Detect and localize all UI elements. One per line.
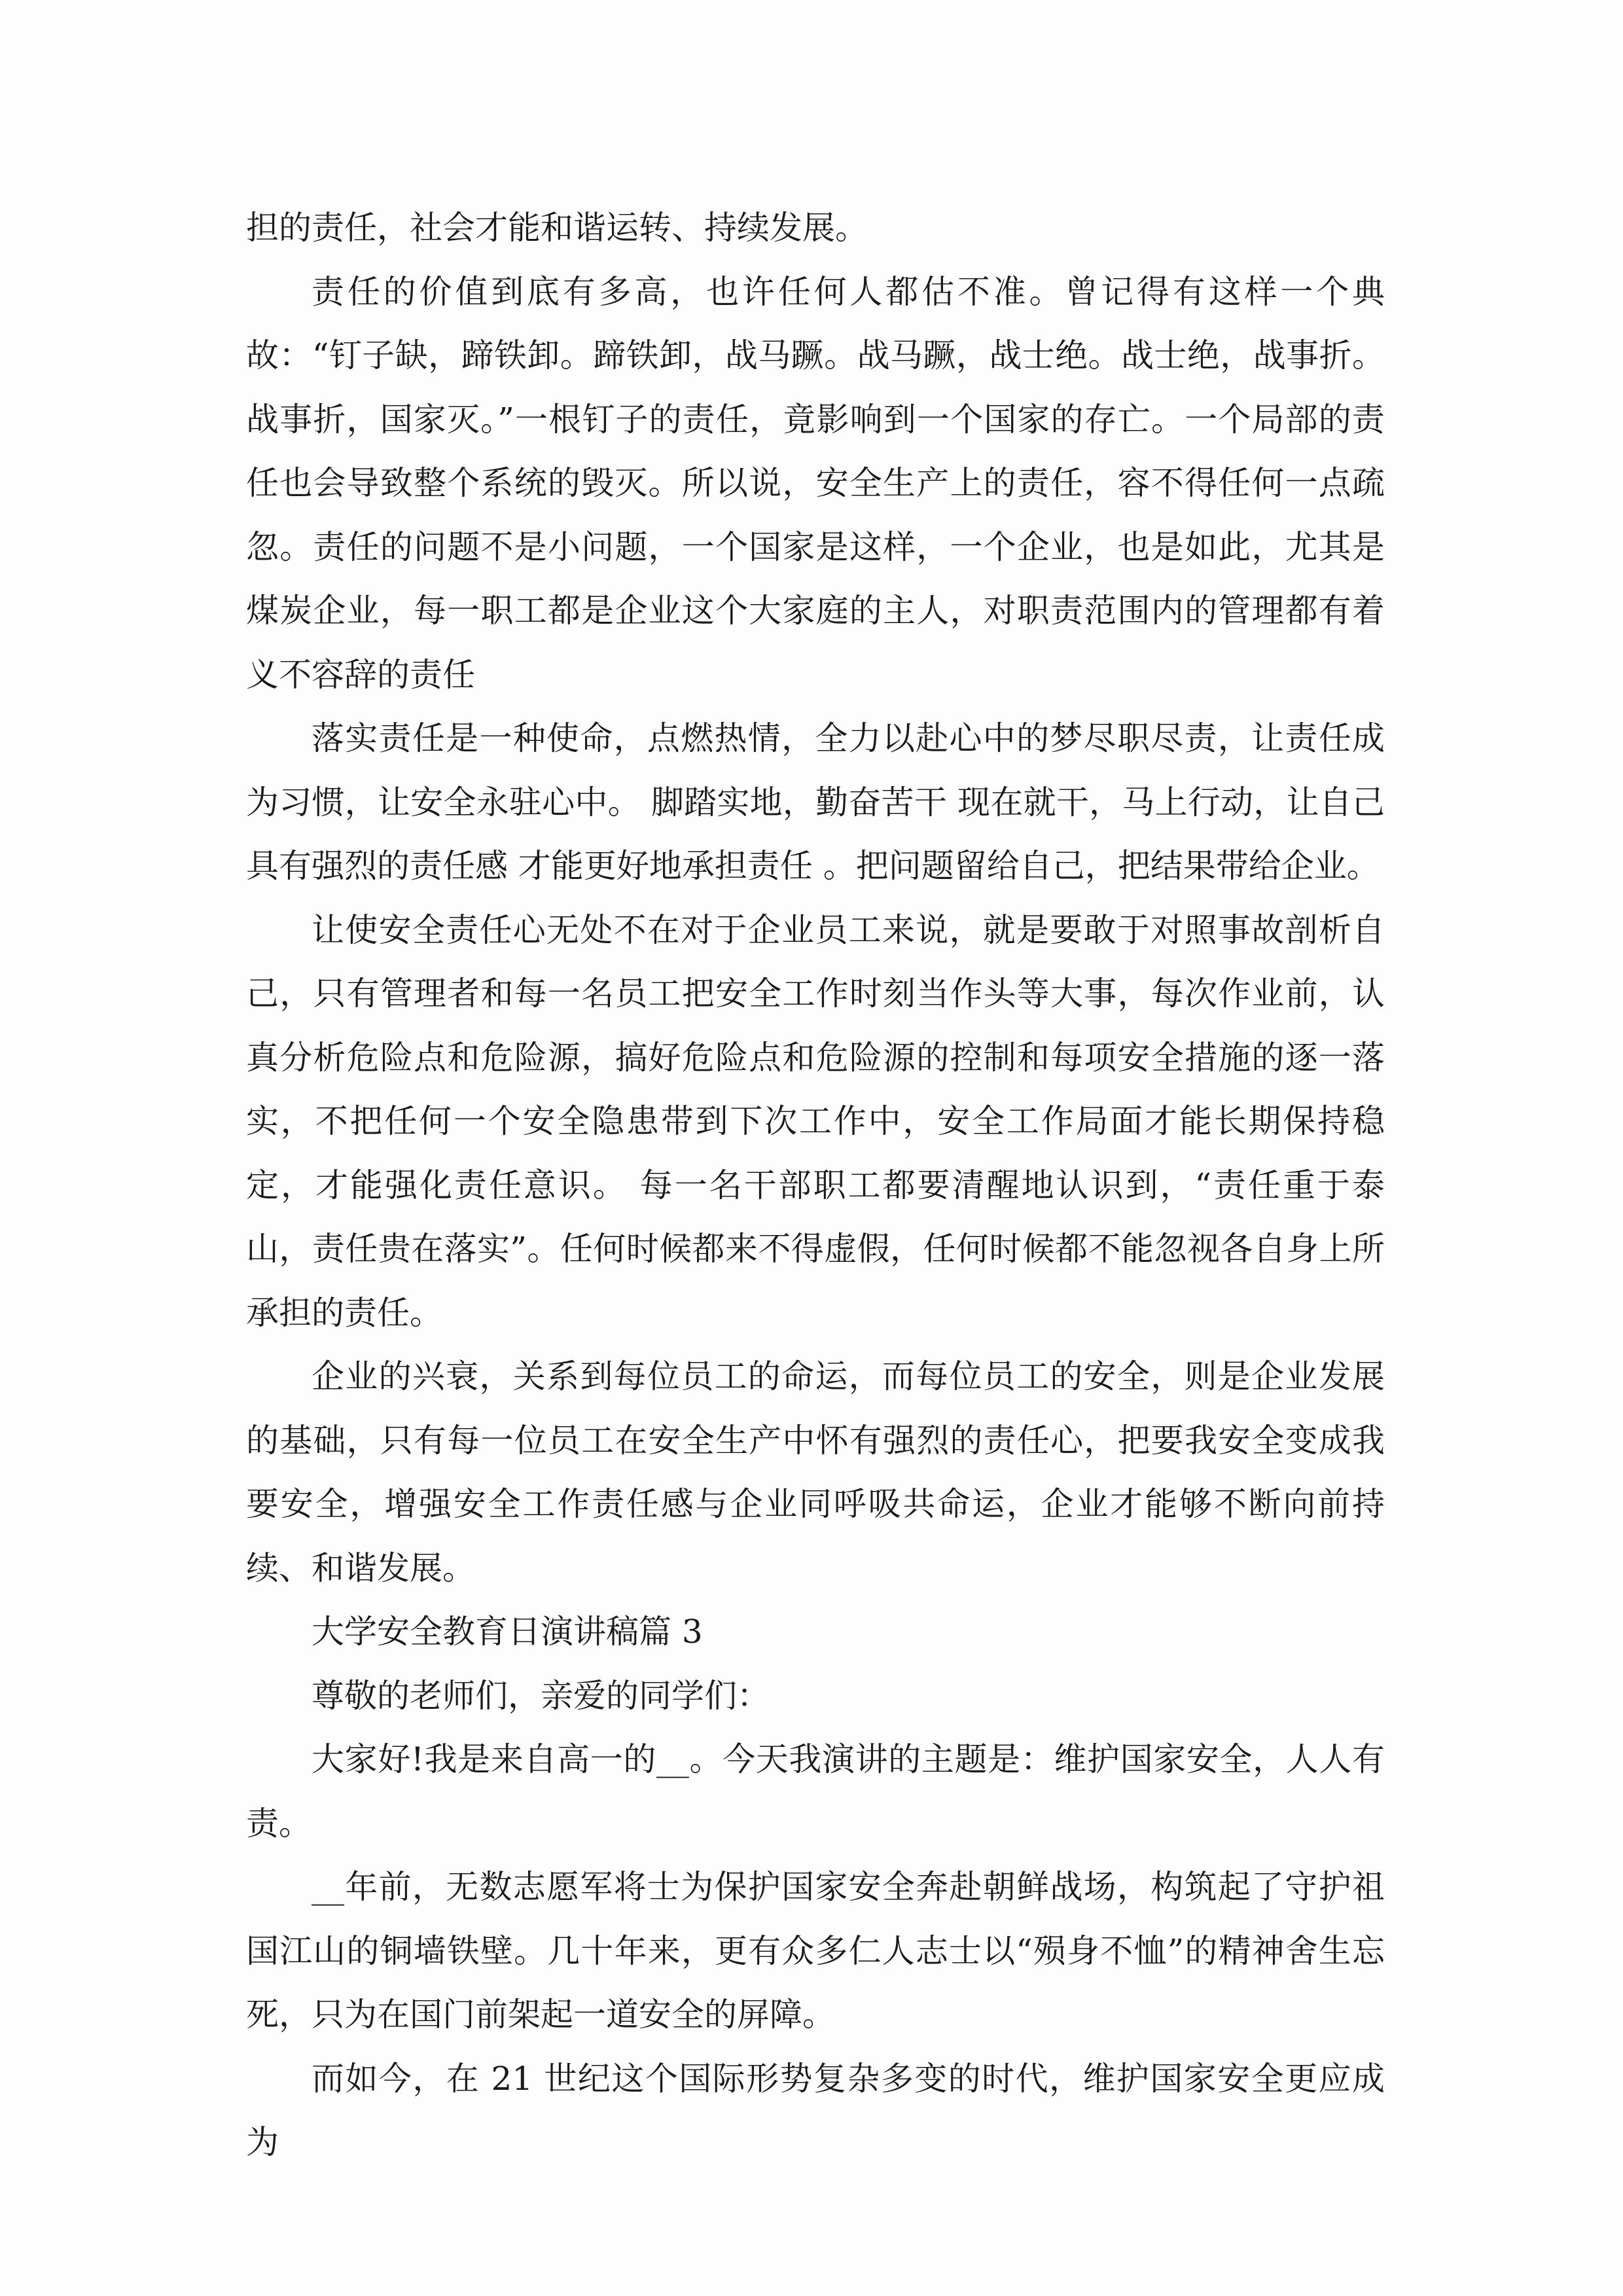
paragraph-history: __年前，无数志愿军将士为保护国家安全奔赴朝鲜战场，构筑起了守护祖国江山的铜墙铁壁。几十年来，更有众多仁人志士以“殒身不恤”的精神舍生忘死，只为在国门前架起一道安全的屏障。 [246,1868,1385,2034]
paragraph-enterprise-development: 企业的兴衰，关系到每位员工的命运，而每位员工的安全，则是企业发展的基础，只有每一位员工在安全生产中怀有强烈的责任心，把要我安全变成我要安全，增强安全工作责任感与企业同呼吸共命运，企业才能够不断向前持续、和谐发展。 [246,1357,1385,1587]
greeting-line: 尊敬的老师们，亲爱的同学们： [312,1676,770,1715]
paragraph-fulfill-responsibility: 落实责任是一种使命，点燃热情，全力以赴心中的梦尽职尽责，让责任成为习惯，让安全永驻心中。 脚踏实地，勤奋苦干 现在就干，马上行动，让自己具有强烈的责任感 才能更好地承担责任 。把问题留给自己，把结果带给企业。 [246,719,1385,885]
paragraph-responsibility-value: 责任的价值到底有多高，也许任何人都估不准。曾记得有这样一个典故：“钉子缺，蹄铁卸。蹄铁卸，战马蹶。战马蹶，战士绝。战士绝，战事折。战事折，国家灭。”一根钉子的责任，竟影响到一个国家的存亡。一个局部的责任也会导致整个系统的毁灭。所以说，安全生产上的责任，容不得任何一点疏忽。责任的问题不是小问题，一个国家是这样，一个企业，也是如此，尤其是煤炭企业，每一职工都是企业这个大家庭的主人，对职责范围内的管理都有着义不容辞的责任 [246,272,1385,694]
section-heading: 大学安全教育日演讲稿篇 3 [312,1613,703,1651]
document-body [246,196,1385,2175]
paragraph-safety-awareness: 让使安全责任心无处不在对于企业员工来说，就是要敢于对照事故剖析自己，只有管理者和每一名员工把安全工作时刻当作头等大事，每次作业前，认真分析危险点和危险源，搞好危险点和危险源的控制和每项安全措施的逐一落实，不把任何一个安全隐患带到下次工作中，安全工作局面才能长期保持稳定，才能强化责任意识。 每一名干部职工都要清醒地认识到，“责任重于泰山，责任贵在落实”。任何时候都来不得虚假，任何时候都不能忽视各自身上所承担的责任。 [246,910,1385,1332]
paragraph-continuation: 担的责任，社会才能和谐运转、持续发展。 [246,209,868,247]
paragraph-introduction: 大家好!我是来自高一的__。今天我演讲的主题是：维护国家安全，人人有责。 [246,1740,1385,1842]
paragraph-present: 而如今，在 21 世纪这个国际形势复杂多变的时代，维护国家安全更应成为 [246,2059,1385,2161]
